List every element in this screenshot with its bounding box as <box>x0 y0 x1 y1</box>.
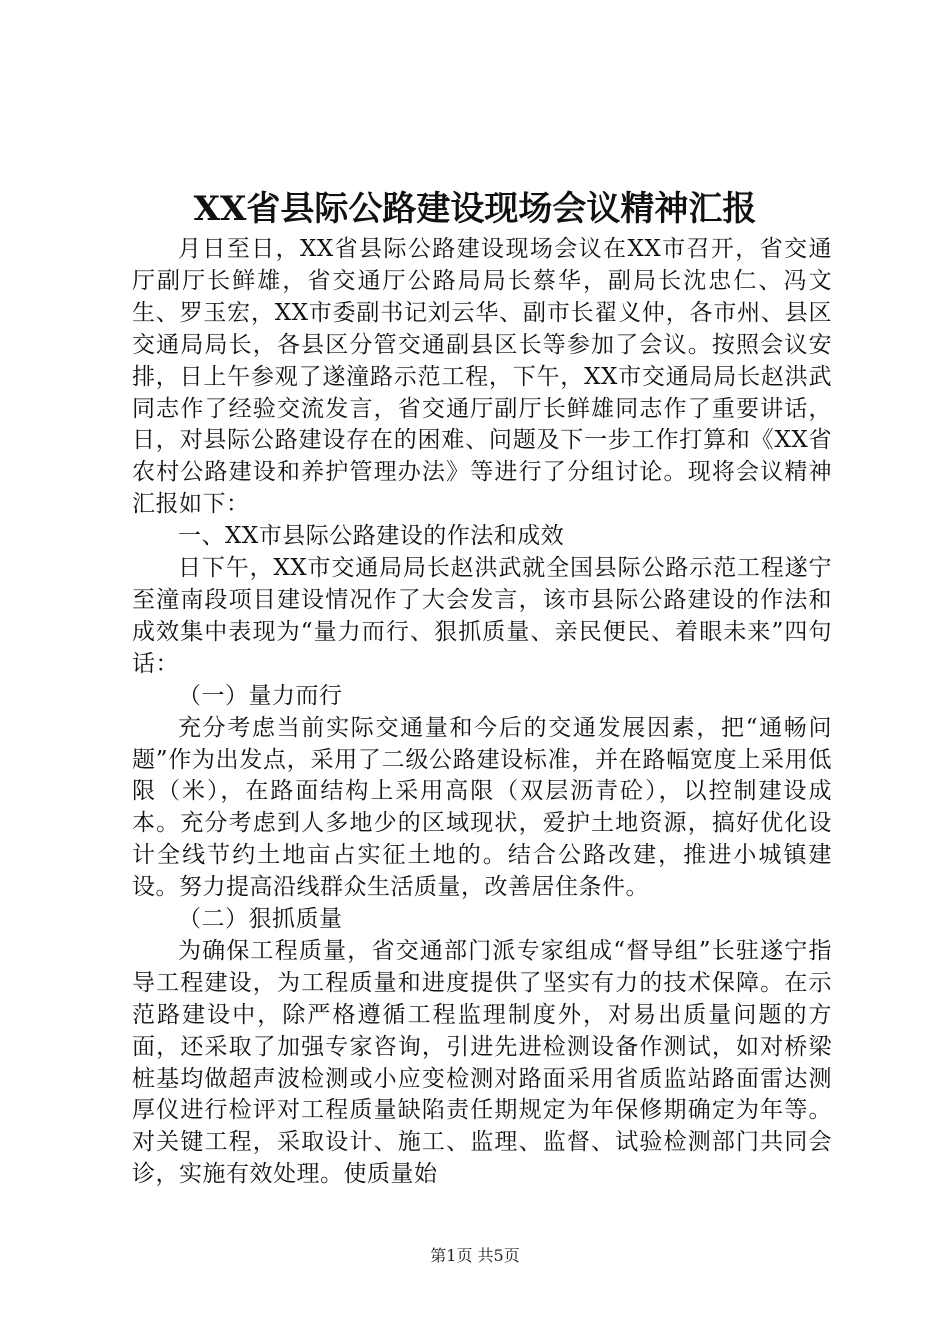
document-title: XX省县际公路建设现场会议精神汇报 <box>193 189 757 229</box>
document-body <box>132 234 832 1191</box>
subheading-1: （一）量力而行 <box>178 682 343 709</box>
subheading-2: （二）狠抓质量 <box>178 906 343 933</box>
paragraph-subsection-1: 充分考虑当前实际交通量和今后的交通发展因素，把“通畅问题”作为出发点，采用了二级公路建设标准，并在路幅宽度上采用低限（米），在路面结构上采用高限（双层沥青砼），以控制建设成本。充分考虑到人多地少的区域现状，爱护土地资源，搞好优化设计全线节约土地亩占实征土地的。结合公路改建，推进小城镇建设。努力提高沿线群众生活质量，改善居住条件。 <box>132 714 832 901</box>
paragraph-section-1: 日下午，XX市交通局局长赵洪武就全国县际公路示范工程遂宁至潼南段项目建设情况作了大会发言，该市县际公路建设的作法和成效集中表现为“量力而行、狠抓质量、亲民便民、着眼未来”四句话： <box>132 555 832 677</box>
section-heading-1: 一、XX市县际公路建设的作法和成效 <box>178 523 565 550</box>
page-footer: 第1页 共5页 <box>430 1246 520 1265</box>
paragraph-intro: 月日至日，XX省县际公路建设现场会议在XX市召开，省交通厅副厅长鲜雄，省交通厅公路局局长蔡华，副局长沈忠仁、冯文生、罗玉宏，XX市委副书记刘云华、副市长翟义仲，各市州、县区交通局局长，各县区分管交通副县区长等参加了会议。按照会议安排，日上午参观了遂潼路示范工程，下午，XX市交通局局长赵洪武同志作了经验交流发言，省交通厅副厅长鲜雄同志作了重要讲话，日，对县际公路建设存在的困难、问题及下一步工作打算和《XX省农村公路建设和养护管理办法》等进行了分组讨论。现将会议精神汇报如下： <box>132 236 832 518</box>
paragraph-subsection-2: 为确保工程质量，省交通部门派专家组成“督导组”长驻遂宁指导工程建设，为工程质量和进度提供了坚实有力的技术保障。在示范路建设中，除严格遵循工程监理制度外，对易出质量问题的方面，还采取了加强专家咨询，引进先进检测设备作测试，如对桥梁桩基均做超声波检测或小应变检测对路面采用省质监站路面雷达测厚仪进行检评对工程质量缺陷责任期规定为年保修期确定为年等。对关键工程，采取设计、施工、监理、监督、试验检测部门共同会诊，实施有效处理。使质量始 <box>132 937 832 1188</box>
